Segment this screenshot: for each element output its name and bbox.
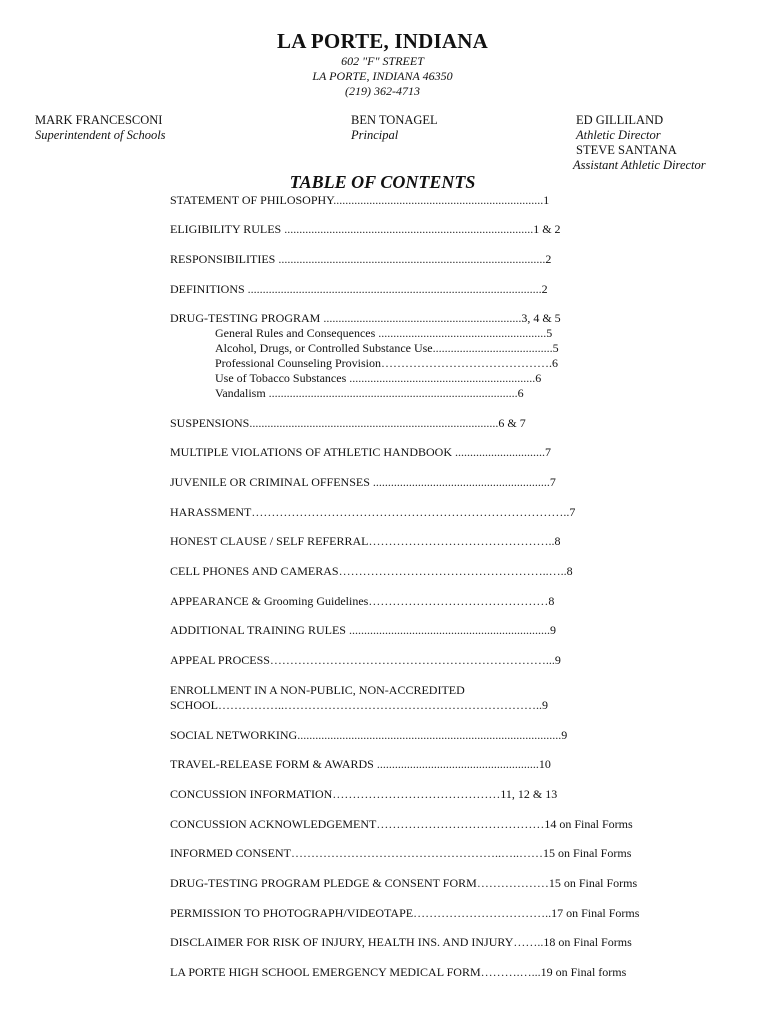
toc-entry-leader: …………………………………………………………………….. — [251, 505, 570, 519]
district-title: LA PORTE, INDIANA — [277, 29, 488, 53]
toc-entry-title: PERMISSION TO PHOTOGRAPH/VIDEOTAPE — [170, 906, 414, 920]
toc-entry-leader: ................................................................................... — [265, 386, 518, 400]
toc-entry — [170, 846, 631, 861]
staff-superintendent — [35, 113, 166, 143]
principal-name: BEN TONAGEL — [351, 113, 438, 127]
toc-entry-title: Use of Tobacco Substances — [215, 371, 347, 385]
toc-entry-title: RESPONSIBILITIES — [170, 252, 276, 266]
toc-entry-page: 8 — [566, 564, 573, 578]
toc-entry-page: 1 & 2 — [533, 222, 561, 236]
toc-entry — [170, 683, 465, 698]
toc-entry-page: 5 — [552, 341, 559, 355]
toc-entry-leader: ……………..……………………………………………………….. — [218, 698, 543, 712]
toc-entry-leader: ……………………………………….. — [368, 534, 555, 548]
toc-entry-leader: ......................................................................................... — [275, 252, 546, 266]
toc-entry-title: HARASSMENT — [170, 505, 252, 519]
toc-entry — [170, 416, 526, 431]
toc-entry-title: CONCUSSION INFORMATION — [170, 787, 333, 801]
toc-entry-title: General Rules and Consequences — [215, 326, 376, 340]
staff-assistant-athletic-director — [576, 143, 677, 158]
toc-entry-leader: .............................. — [452, 445, 545, 459]
superintendent-title: Superintendent of Schools — [35, 128, 166, 142]
toc-entry-page: 6 & 7 — [498, 416, 526, 430]
toc-entry-title: HONEST CLAUSE / SELF REFERRAL — [170, 534, 369, 548]
address-street: 602 "F" STREET — [341, 54, 424, 68]
toc-entry-page: 15 on Final Forms — [543, 846, 632, 860]
toc-entry — [170, 935, 632, 950]
toc-entry-leader: ……………………………………………..….. — [338, 564, 567, 578]
toc-entry-page: 8 — [548, 594, 555, 608]
staff-principal — [351, 113, 438, 143]
athletic-director-title: Athletic Director — [576, 128, 661, 142]
toc-entry-leader: …………………………….. — [413, 906, 552, 920]
toc-subentry — [215, 341, 559, 356]
toc-entry-title: Alcohol, Drugs, or Controlled Substance Use — [215, 341, 433, 355]
toc-entry-leader: ……………………………………… — [368, 594, 549, 608]
toc-entry-page: 7 — [549, 475, 556, 489]
toc-entry-title: CONCUSSION ACKNOWLEDGEMENT — [170, 817, 377, 831]
toc-entry — [170, 222, 561, 237]
toc-entry — [170, 698, 548, 713]
toc-entry — [170, 193, 549, 208]
toc-entry-leader: ........................................................... — [369, 475, 550, 489]
toc-entry-title: LA PORTE HIGH SCHOOL EMERGENCY MEDICAL FORM — [170, 965, 481, 979]
toc-entry-title: ELIGIBILITY RULES — [170, 222, 282, 236]
toc-entry — [170, 475, 556, 490]
address-city: LA PORTE, INDIANA 46350 — [312, 69, 453, 83]
toc-entry-title: ENROLLMENT IN A NON-PUBLIC, NON-ACCREDITED — [170, 683, 465, 697]
toc-entry-title: SUSPENSIONS — [170, 416, 250, 430]
toc-subentry — [215, 326, 552, 341]
toc-entry-title: DEFINITIONS — [170, 282, 245, 296]
toc-entry-page: 11, 12 & 13 — [500, 787, 558, 801]
assistant-athletic-director-name: STEVE SANTANA — [576, 143, 677, 157]
toc-entry-leader: .............................................................. — [346, 371, 536, 385]
toc-entry-page: 19 on Final forms — [540, 965, 627, 979]
toc-entry — [170, 282, 548, 297]
toc-entry-leader: ...................................................................... — [333, 193, 544, 207]
toc-entry-page: 15 on Final Forms — [548, 876, 638, 890]
toc-subentry — [215, 386, 524, 401]
toc-entry — [170, 594, 554, 609]
toc-entry — [170, 757, 551, 772]
toc-entry — [170, 653, 561, 668]
toc-entry-page: 6 — [517, 386, 524, 400]
toc-entry-leader: ........................................................ — [375, 326, 547, 340]
toc-entry-title: CELL PHONES AND CAMERAS — [170, 564, 339, 578]
toc-entry-leader: …………………………………… — [376, 817, 545, 831]
toc-entry — [170, 817, 633, 832]
toc-entry-title: ADDITIONAL TRAINING RULES — [170, 623, 346, 637]
toc-entry-page: 9 — [549, 623, 556, 637]
toc-title: TABLE OF CONTENTS — [289, 172, 476, 192]
toc-entry-page: 9 — [554, 653, 561, 667]
toc-entry-leader: ...................................................... — [373, 757, 539, 771]
toc-entry — [170, 534, 560, 549]
toc-entry-leader: ........................................................................................ — [297, 728, 562, 742]
toc-entry-leader: ……………………………………………………………... — [269, 653, 555, 667]
toc-entry-title: SCHOOL — [170, 698, 219, 712]
assistant-athletic-director-title: Assistant Athletic Director — [573, 158, 706, 172]
toc-entry-page: 7 — [569, 505, 576, 519]
toc-entry-title: Vandalism — [215, 386, 266, 400]
toc-entry-title: APPEAL PROCESS — [170, 653, 270, 667]
toc-subentry — [215, 371, 541, 386]
toc-entry — [170, 505, 575, 520]
toc-entry-leader: ................................................................................... — [249, 416, 499, 430]
toc-entry — [170, 252, 551, 267]
toc-entry-title: STATEMENT OF PHILOSOPHY — [170, 193, 334, 207]
toc-entry-page: 5 — [546, 326, 553, 340]
toc-entry-page: 9 — [561, 728, 568, 742]
superintendent-name: MARK FRANCESCONI — [35, 113, 163, 127]
toc-entry — [170, 728, 567, 743]
toc-entry-page: .6 — [549, 356, 559, 370]
toc-entry — [170, 623, 556, 638]
toc-entry-title: JUVENILE OR CRIMINAL OFFENSES — [170, 475, 370, 489]
toc-entry-page: 9 — [542, 698, 549, 712]
toc-entry-page: 6 — [535, 371, 542, 385]
toc-entry-page: 14 on Final Forms — [544, 817, 633, 831]
toc-entry-page: 3, 4 & 5 — [521, 311, 561, 325]
toc-entry-leader: .................................................................................................. — [244, 282, 542, 296]
athletic-director-name: ED GILLILAND — [576, 113, 664, 127]
toc-entry-page: 7 — [545, 445, 551, 459]
toc-entry-page: 18 on Final Forms — [543, 935, 632, 949]
toc-entry-leader: ................................................................... — [345, 623, 550, 637]
toc-entry-page: 2 — [545, 252, 552, 266]
toc-entry-title: APPEARANCE & Grooming Guidelines — [170, 594, 369, 608]
toc-entry-leader: ……….…... — [480, 965, 541, 979]
toc-entry-leader: ……………………………………………..…..…… — [291, 846, 544, 860]
toc-entry-leader: ................................................................................... — [281, 222, 534, 236]
principal-title: Principal — [351, 128, 399, 142]
toc-entry-page: 17 on Final Forms — [551, 906, 640, 920]
toc-entry-leader: …………………………………… — [381, 356, 550, 370]
toc-entry-title: Professional Counseling Provision — [215, 356, 382, 370]
toc-entry-leader: …….. — [513, 935, 544, 949]
toc-entry-page: 10 — [538, 757, 551, 771]
toc-entry — [170, 906, 639, 921]
toc-entry-title: TRAVEL-RELEASE FORM & AWARDS — [170, 757, 374, 771]
toc-entry-page: 1 — [543, 193, 550, 207]
toc-entry-title: SOCIAL NETWORKING — [170, 728, 298, 742]
toc-entry-leader: …………………………………… — [332, 787, 501, 801]
toc-subentry — [215, 356, 558, 371]
toc-entry-title: MULTIPLE VIOLATIONS OF ATHLETIC HANDBOOK — [170, 445, 452, 459]
toc-entry-title: INFORMED CONSENT — [170, 846, 292, 860]
toc-entry — [170, 564, 573, 579]
staff-assistant-athletic-director-title-wrap — [573, 158, 706, 173]
toc-entry-title: DISCLAIMER FOR RISK OF INJURY, HEALTH INS. AND INJURY — [170, 935, 514, 949]
toc-entry — [170, 787, 557, 802]
toc-entry — [170, 876, 637, 891]
staff-athletic-director — [576, 113, 663, 143]
toc-entry-leader: ........................................ — [432, 341, 553, 355]
phone-number: (219) 362-4713 — [345, 84, 420, 98]
toc-entry-title: DRUG-TESTING PROGRAM PLEDGE & CONSENT FORM — [170, 876, 477, 890]
toc-entry-leader: ……………… — [476, 876, 549, 890]
toc-entry-leader: .................................................................. — [320, 311, 522, 325]
toc-entry-page: 2 — [541, 282, 548, 296]
toc-entry-title: DRUG-TESTING PROGRAM — [170, 311, 321, 325]
toc-entry — [170, 445, 551, 460]
toc-entry — [170, 965, 626, 980]
toc-entry-page: 8 — [554, 534, 561, 548]
toc-entry — [170, 311, 561, 326]
